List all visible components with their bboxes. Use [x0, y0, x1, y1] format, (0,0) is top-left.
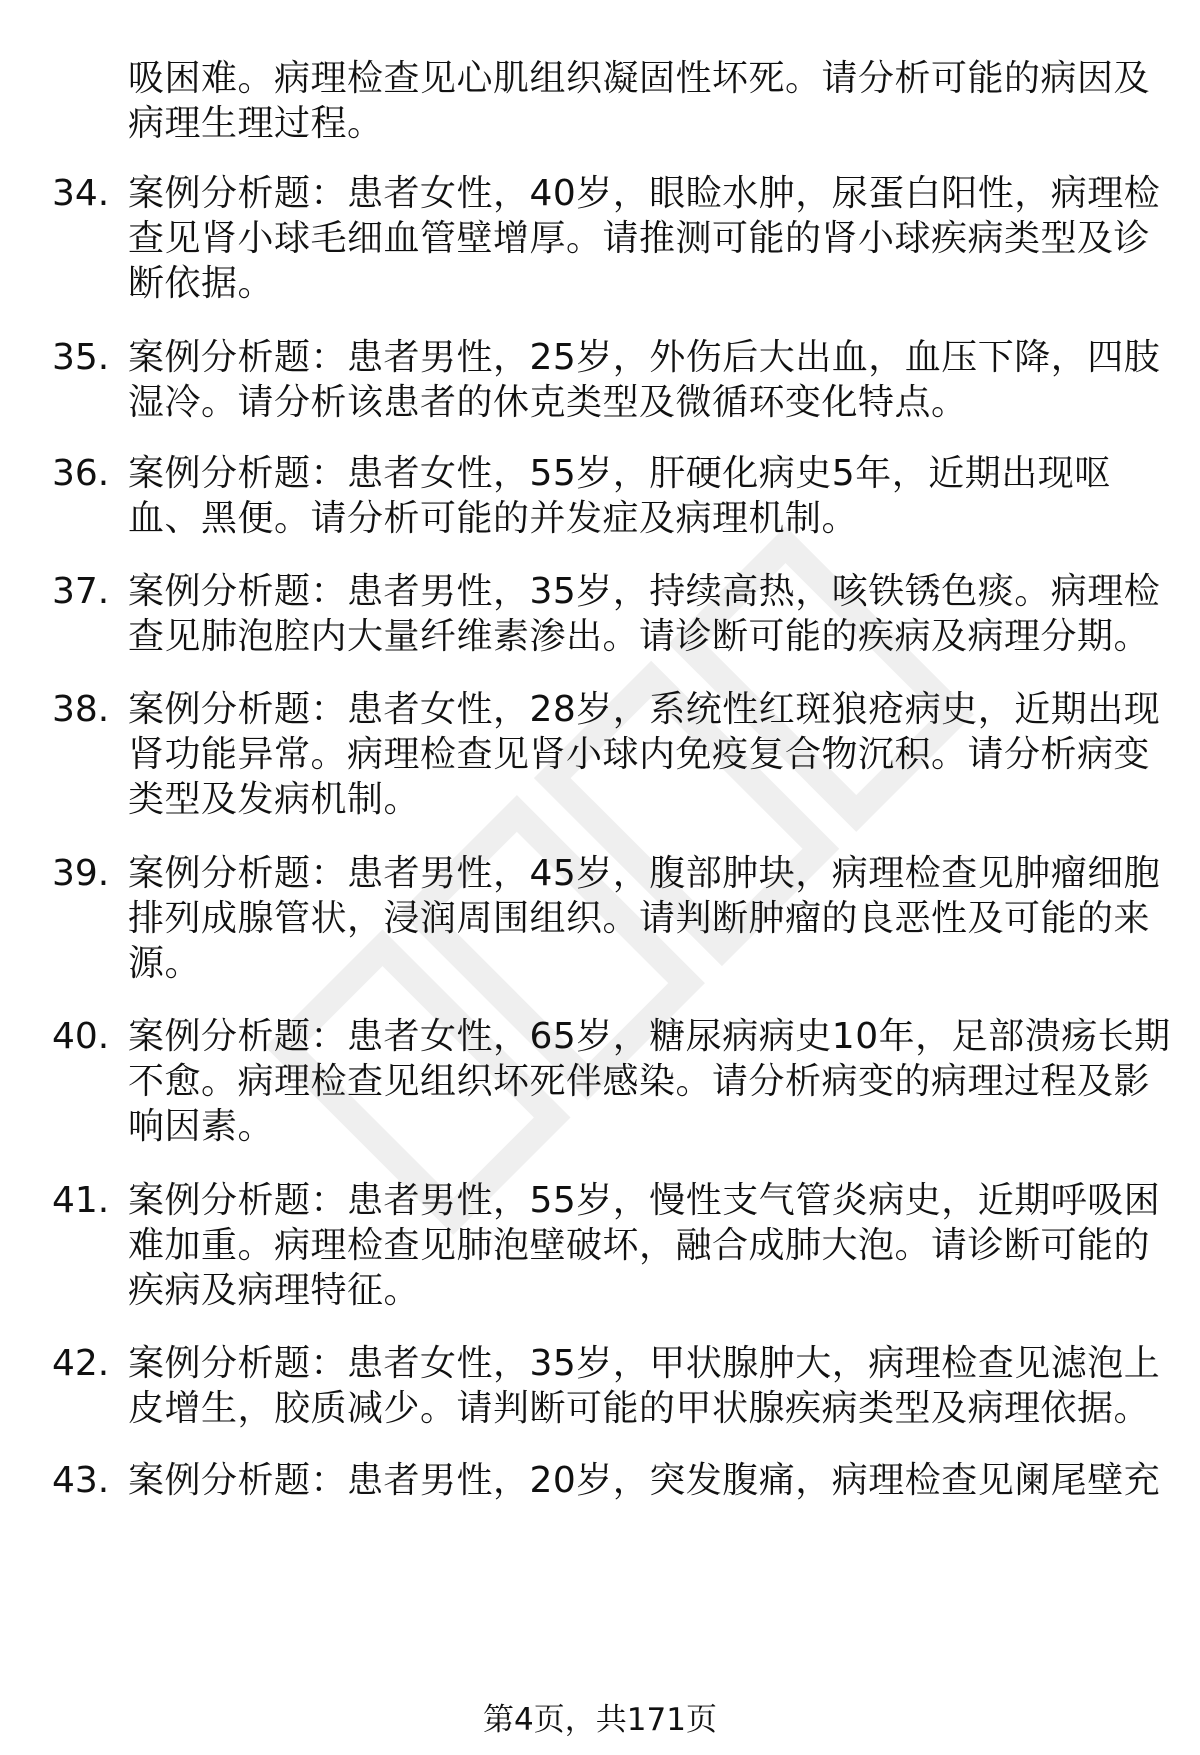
question-text-line: 皮增生，胶质减少。请判断可能的甲状腺疾病类型及病理依据。 [128, 1388, 1151, 1429]
continuation-line: 病理生理过程。 [128, 103, 384, 144]
question-text-line: 查见肾小球毛细血管壁增厚。请推测可能的肾小球疾病类型及诊 [128, 218, 1151, 259]
question-text-line: 案例分析题：患者女性，28岁，系统性红斑狼疮病史，近期出现 [128, 689, 1161, 730]
page-number-footer: 第4页，共171页 [483, 1702, 717, 1738]
question-number: 41. [52, 1180, 110, 1221]
question-number: 35. [52, 337, 110, 378]
question-text-line: 断依据。 [128, 263, 275, 304]
question-text-line: 案例分析题：患者男性，20岁，突发腹痛，病理检查见阑尾壁充 [128, 1460, 1161, 1501]
question-text-line: 类型及发病机制。 [128, 779, 421, 820]
question-number: 37. [52, 571, 110, 612]
question-text-line: 案例分析题：患者女性，40岁，眼睑水肿，尿蛋白阳性，病理检 [128, 173, 1161, 214]
question-text-line: 肾功能异常。病理检查见肾小球内免疫复合物沉积。请分析病变 [128, 734, 1151, 775]
question-number: 40. [52, 1016, 110, 1057]
question-number: 36. [52, 453, 110, 494]
question-number: 38. [52, 689, 110, 730]
question-text-line: 排列成腺管状，浸润周围组织。请判断肿瘤的良恶性及可能的来 [128, 898, 1151, 939]
question-text-line: 难加重。病理检查见肺泡壁破坏，融合成肺大泡。请诊断可能的 [128, 1225, 1151, 1266]
question-text-line: 查见肺泡腔内大量纤维素渗出。请诊断可能的疾病及病理分期。 [128, 616, 1151, 657]
question-number: 39. [52, 853, 110, 894]
question-text-line: 血、黑便。请分析可能的并发症及病理机制。 [128, 498, 859, 539]
question-text-line: 不愈。病理检查见组织坏死伴感染。请分析病变的病理过程及影 [128, 1061, 1151, 1102]
question-text-line: 案例分析题：患者女性，65岁，糖尿病病史10年，足部溃疡长期 [128, 1016, 1171, 1057]
question-text-line: 湿冷。请分析该患者的休克类型及微循环变化特点。 [128, 382, 968, 423]
question-text-line: 案例分析题：患者女性，35岁，甲状腺肿大，病理检查见滤泡上 [128, 1343, 1161, 1384]
question-text-line: 案例分析题：患者男性，25岁，外伤后大出血，血压下降，四肢 [128, 337, 1161, 378]
question-text-line: 响因素。 [128, 1106, 275, 1147]
question-text-line: 案例分析题：患者男性，45岁，腹部肿块，病理检查见肿瘤细胞 [128, 853, 1161, 894]
question-text-line: 源。 [128, 943, 202, 984]
question-text-line: 案例分析题：患者女性，55岁，肝硬化病史5年，近期出现呕 [128, 453, 1111, 494]
question-number: 42. [52, 1343, 110, 1384]
continuation-line: 吸困难。病理检查见心肌组织凝固性坏死。请分析可能的病因及 [128, 58, 1151, 99]
question-text-line: 疾病及病理特征。 [128, 1270, 421, 1311]
question-number: 43. [52, 1460, 110, 1501]
question-text-line: 案例分析题：患者男性，35岁，持续高热，咳铁锈色痰。病理检 [128, 571, 1161, 612]
question-number: 34. [52, 173, 110, 214]
question-text-line: 案例分析题：患者男性，55岁，慢性支气管炎病史，近期呼吸困 [128, 1180, 1161, 1221]
